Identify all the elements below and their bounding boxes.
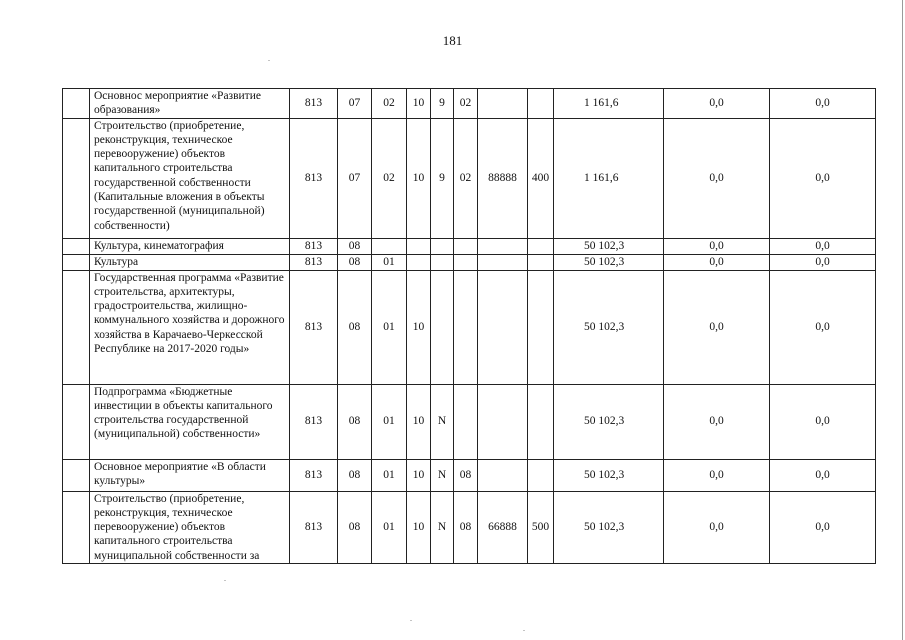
subprogram-code-cell [431,254,454,270]
amount-year-3-cell: 0,0 [770,118,876,238]
amount-year-2-cell: 0,0 [664,254,770,270]
ministry-code-cell: 813 [290,459,338,491]
section-code-cell: 08 [338,238,372,254]
amount-year-3-cell: 0,0 [770,238,876,254]
amount-year-2-cell: 0,0 [664,459,770,491]
amount-year-2-cell: 0,0 [664,238,770,254]
section-code-cell: 08 [338,254,372,270]
subsection-code-cell: 01 [372,270,407,384]
program-code-cell: 10 [407,270,431,384]
event-code-cell [454,384,478,459]
item-name-cell: Основное мероприятие «В области культуры» [90,459,290,491]
expense-type-cell [528,254,554,270]
table-row [63,491,876,563]
amount-year-1-cell: 50 102,3 [554,270,664,384]
scan-speck [523,630,525,631]
page-edge-line [902,0,903,640]
subprogram-code-cell: N [431,459,454,491]
ministry-code-cell: 813 [290,118,338,238]
expense-type-cell: 400 [528,118,554,238]
item-name-cell: Государственная программа «Развитие строительства, архитектуры, градостроительства, жилищно-коммунального хозяйства и дорожного хозяйства в Карачаево-Черкесской Республике на 2017-2020 годы» [90,270,290,384]
direction-code-cell: 88888 [478,118,528,238]
subsection-code-cell: 02 [372,89,407,119]
row-number-cell [63,89,90,119]
table-row [63,118,876,238]
item-name-cell: Культура [90,254,290,270]
section-code-cell: 07 [338,89,372,119]
amount-year-2-cell: 0,0 [664,491,770,563]
program-code-cell: 10 [407,118,431,238]
subprogram-code-cell: N [431,491,454,563]
section-code-cell: 08 [338,491,372,563]
amount-year-1-cell: 50 102,3 [554,491,664,563]
subprogram-code-cell: 9 [431,118,454,238]
program-code-cell: 10 [407,459,431,491]
amount-year-3-cell: 0,0 [770,459,876,491]
event-code-cell: 02 [454,89,478,119]
amount-year-2-cell: 0,0 [664,118,770,238]
table-row [63,270,876,384]
event-code-cell: 08 [454,459,478,491]
amount-year-3-cell: 0,0 [770,270,876,384]
item-name-cell: Строительство (приобретение, реконструкция, техническое перевооружение) объектов капитального строительства государственной собственности (Капитальные вложения в объекты государственной (муниципальной) собственности) [90,118,290,238]
direction-code-cell [478,270,528,384]
program-code-cell: 10 [407,491,431,563]
amount-year-3-cell: 0,0 [770,491,876,563]
direction-code-cell: 66888 [478,491,528,563]
row-number-cell [63,459,90,491]
table-row [63,238,876,254]
subsection-code-cell: 01 [372,491,407,563]
subprogram-code-cell [431,270,454,384]
expense-type-cell: 500 [528,491,554,563]
amount-year-2-cell: 0,0 [664,270,770,384]
subprogram-code-cell: N [431,384,454,459]
row-number-cell [63,254,90,270]
subsection-code-cell: 01 [372,459,407,491]
amount-year-1-cell: 50 102,3 [554,238,664,254]
budget-table [62,88,876,564]
amount-year-3-cell: 0,0 [770,384,876,459]
row-number-cell [63,384,90,459]
row-number-cell [63,238,90,254]
amount-year-1-cell: 50 102,3 [554,254,664,270]
direction-code-cell [478,254,528,270]
table-row [63,89,876,119]
direction-code-cell [478,238,528,254]
section-code-cell: 08 [338,384,372,459]
scan-speck [410,620,412,621]
scan-speck [224,580,226,581]
item-name-cell: Строительство (приобретение, реконструкция, техническое перевооружение) объектов капитального строительства муниципальной собственности за [90,491,290,563]
expense-type-cell [528,89,554,119]
row-number-cell [63,118,90,238]
ministry-code-cell: 813 [290,270,338,384]
ministry-code-cell: 813 [290,384,338,459]
direction-code-cell [478,89,528,119]
ministry-code-cell: 813 [290,491,338,563]
direction-code-cell [478,459,528,491]
program-code-cell: 10 [407,89,431,119]
amount-year-1-cell: 1 161,6 [554,118,664,238]
program-code-cell [407,254,431,270]
subsection-code-cell: 01 [372,384,407,459]
program-code-cell [407,238,431,254]
amount-year-2-cell: 0,0 [664,89,770,119]
event-code-cell [454,254,478,270]
expense-type-cell [528,384,554,459]
scan-speck [268,60,270,61]
event-code-cell: 02 [454,118,478,238]
amount-year-1-cell: 1 161,6 [554,89,664,119]
direction-code-cell [478,384,528,459]
subprogram-code-cell [431,238,454,254]
ministry-code-cell: 813 [290,89,338,119]
section-code-cell: 08 [338,270,372,384]
ministry-code-cell: 813 [290,254,338,270]
event-code-cell: 08 [454,491,478,563]
item-name-cell: Основнос мероприятие «Развитие образования» [90,89,290,119]
table-row [63,384,876,459]
row-number-cell [63,270,90,384]
section-code-cell: 07 [338,118,372,238]
expense-type-cell [528,270,554,384]
item-name-cell: Подпрограмма «Бюджетные инвестиции в объекты капитального строительства государственной (муниципальной) собственности» [90,384,290,459]
expense-type-cell [528,459,554,491]
amount-year-2-cell: 0,0 [664,384,770,459]
amount-year-1-cell: 50 102,3 [554,459,664,491]
row-number-cell [63,491,90,563]
subsection-code-cell: 02 [372,118,407,238]
amount-year-3-cell: 0,0 [770,89,876,119]
table-body [63,89,876,564]
subsection-code-cell: 01 [372,254,407,270]
table-row [63,254,876,270]
event-code-cell [454,270,478,384]
subprogram-code-cell: 9 [431,89,454,119]
subsection-code-cell [372,238,407,254]
table-row [63,459,876,491]
program-code-cell: 10 [407,384,431,459]
section-code-cell: 08 [338,459,372,491]
event-code-cell [454,238,478,254]
amount-year-3-cell: 0,0 [770,254,876,270]
ministry-code-cell: 813 [290,238,338,254]
item-name-cell: Культура, кинематография [90,238,290,254]
expense-type-cell [528,238,554,254]
amount-year-1-cell: 50 102,3 [554,384,664,459]
page-number: 181 [442,33,463,48]
